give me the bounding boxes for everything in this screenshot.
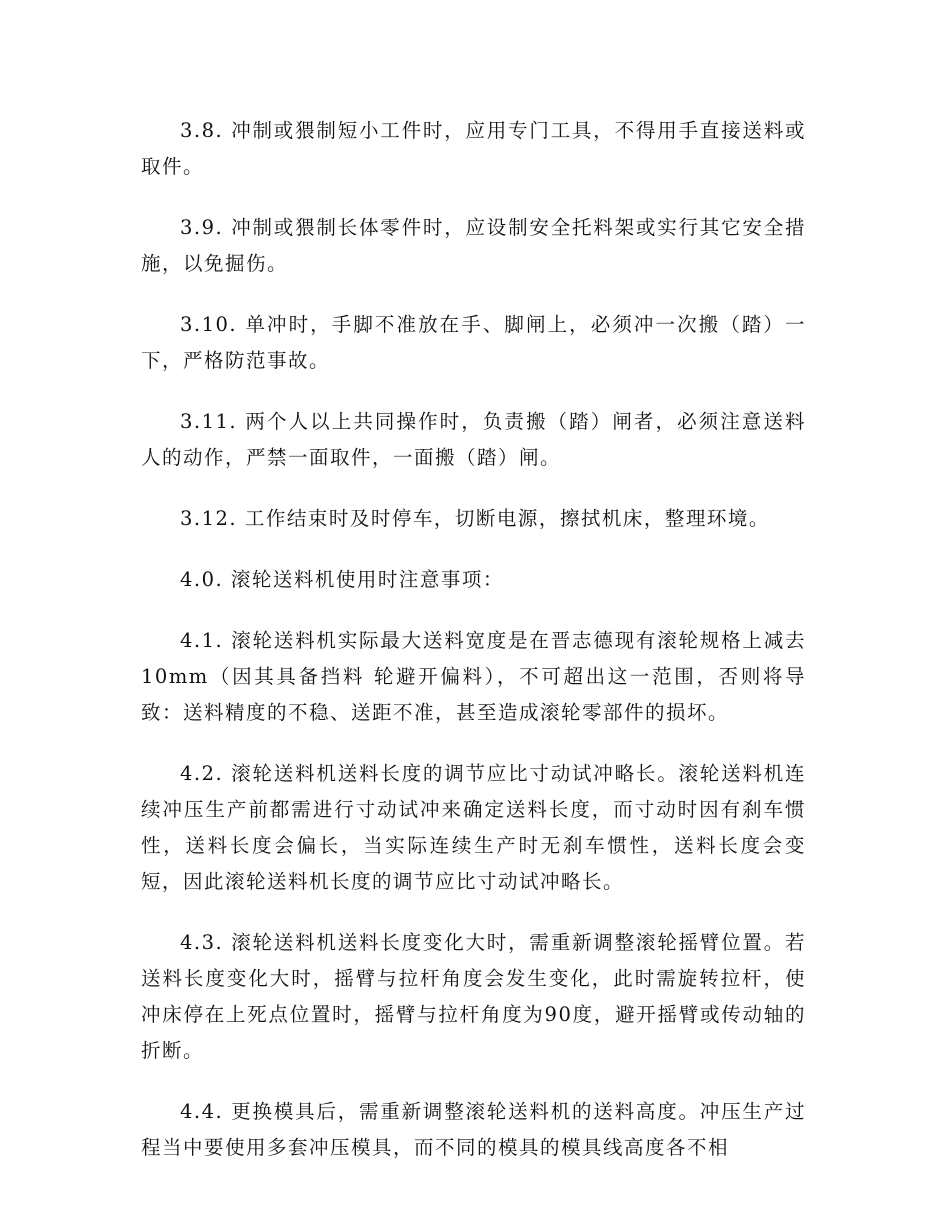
document-body (141, 113, 806, 1190)
paragraph-3-10: 3.10. 单冲时，手脚不准放在手、脚闸上，必须冲一次搬（踏）一下，严格防范事故。 (141, 313, 806, 372)
paragraph-3-12: 3.12. 工作结束时及时停车，切断电源，擦拭机床，整理环境。 (180, 507, 770, 530)
paragraph-3-9: 3.9. 冲制或猥制长体零件时，应设制安全托料架或实行其它安全措施，以免掘伤。 (141, 216, 806, 275)
paragraph-4-2: 4.2. 滚轮送料机送料长度的调节应比寸动试冲略长。滚轮送料机连续冲压生产前都需进行寸动试冲来确定送料长度，而寸动时因有刹车惯性，送料长度会偏长，当实际连续生产时无刹车惯性，送料长度会变短，因此滚轮送料机长度的调节应比寸动试冲略长。 (141, 762, 806, 893)
paragraph-4-1: 4.1. 滚轮送料机实际最大送料宽度是在晋志德现有滚轮规格上减去10mm（因其具备挡料 轮避开偏料），不可超出这一范围，否则将导致：送料精度的不稳、送距不准，甚至造成滚轮零部件的损坏。 (141, 629, 806, 724)
paragraph-3-11: 3.11. 两个人以上共同操作时，负责搬（踏）闸者，必须注意送料人的动作，严禁一面取件，一面搬（踏）闸。 (141, 410, 806, 469)
paragraph-4-4: 4.4. 更换模具后，需重新调整滚轮送料机的送料高度。冲压生产过程当中要使用多套冲压模具，而不同的模具的模具线高度各不相 (141, 1100, 806, 1159)
paragraph-4-0: 4.0. 滚轮送料机使用时注意事项： (180, 568, 504, 591)
paragraph-3-8: 3.8. 冲制或猥制短小工件时，应用专门工具，不得用手直接送料或取件。 (141, 119, 806, 178)
paragraph-4-3: 4.3. 滚轮送料机送料长度变化大时，需重新调整滚轮摇臂位置。若送料长度变化大时，摇臂与拉杆角度会发生变化，此时需旋转拉杆，使冲床停在上死点位置时，摇臂与拉杆角度为90度，避开摇臂或传动轴的折断。 (141, 931, 806, 1062)
